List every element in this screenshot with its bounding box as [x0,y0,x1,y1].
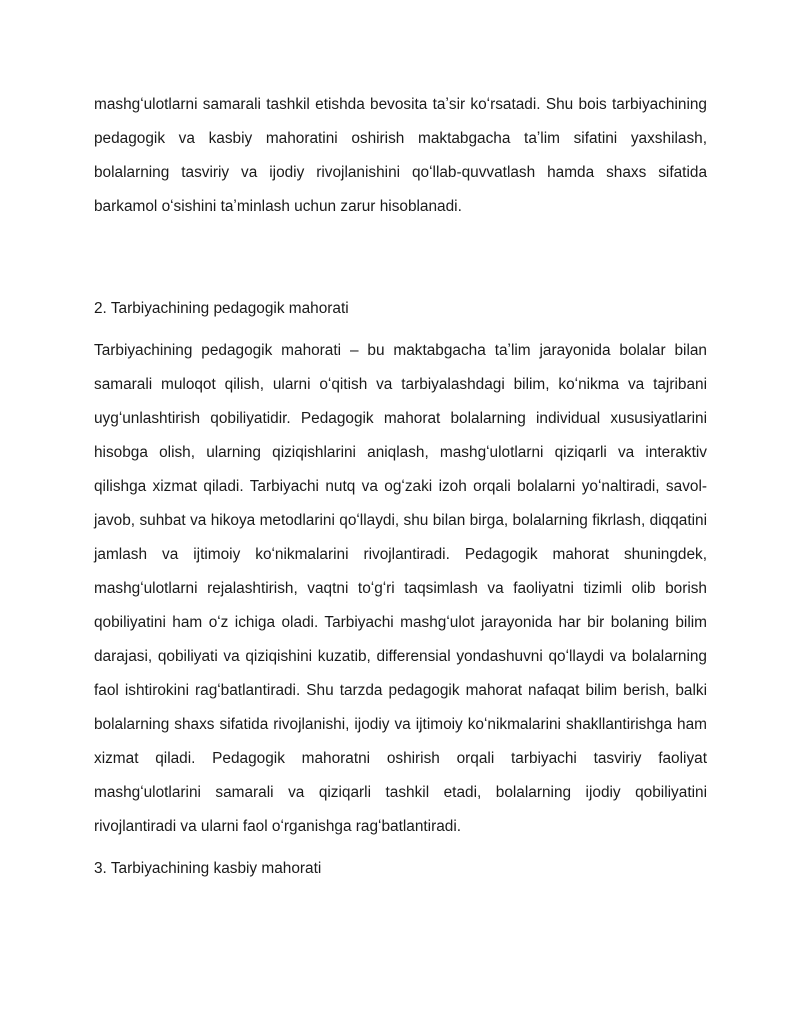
section-3-heading: 3. Tarbiyachining kasbiy mahorati [94,860,322,877]
section-2-paragraph: Tarbiyachining pedagogik mahorati – bu maktabgacha taʼlim jarayonida bolalar bilan samarali muloqot qilish, ularni oʻqitish va tarbiyalashdagi bilim, koʻnikma va tajribani uygʻunlashtirish qobiliyatidir. Pedagogik mahorat bolalarning individual xususiyatlarini hisobga olish, ularning qiziqishlarini aniqlash, mashgʻulotlarni qiziqarli va interaktiv qilishga xizmat qiladi. Tarbiyachi nutq va ogʻzaki izoh orqali bolalarni yoʻnaltiradi, savol-javob, suhbat va hikoya metodlarini qoʻllaydi, shu bilan birga, bolalarning fikrlash, diqqatini jamlash va ijtimoiy koʻnikmalarini rivojlantiradi. Pedagogik mahorat shuningdek, mashgʻulotlarni rejalashtirish, vaqtni toʻgʻri taqsimlash va faoliyatni tizimli olib borish qobiliyatini ham oʻz ichiga oladi. Tarbiyachi mashgʻulot jarayonida har bir bolaning bilim darajasi, qobiliyati va qiziqishini kuzatib, differensial yondashuvni qoʻllaydi va bolalarning faol ishtirokini ragʻbatlantiradi. Shu tarzda pedagogik mahorat nafaqat bilim berish, balki bolalarning shaxs sifatida rivojlanishi, ijodiy va ijtimoiy koʻnikmalarini shakllantirishga ham xizmat qiladi. Pedagogik mahoratni oshirish orqali tarbiyachi tasviriy faoliyat mashgʻulotlarini samarali va qiziqarli tashkil etadi, bolalarning ijodiy qobiliyatini rivojlantiradi va ularni faol oʻrganishga ragʻbatlantiradi. [94,342,707,835]
intro-paragraph: mashgʻulotlarni samarali tashkil etishda bevosita taʼsir koʻrsatadi. Shu bois tarbiyachining pedagogik va kasbiy mahoratini oshirish maktabgacha taʼlim sifatini yaxshilash, bolalarning tasviriy va ijodiy rivojlanishini qoʻllab-quvvatlash hamda shaxs sifatida barkamol oʻsishini taʼminlash uchun zarur hisoblanadi. [94,96,707,215]
document-page [94,88,707,894]
section-2-heading: 2. Tarbiyachining pedagogik mahorati [94,300,349,317]
